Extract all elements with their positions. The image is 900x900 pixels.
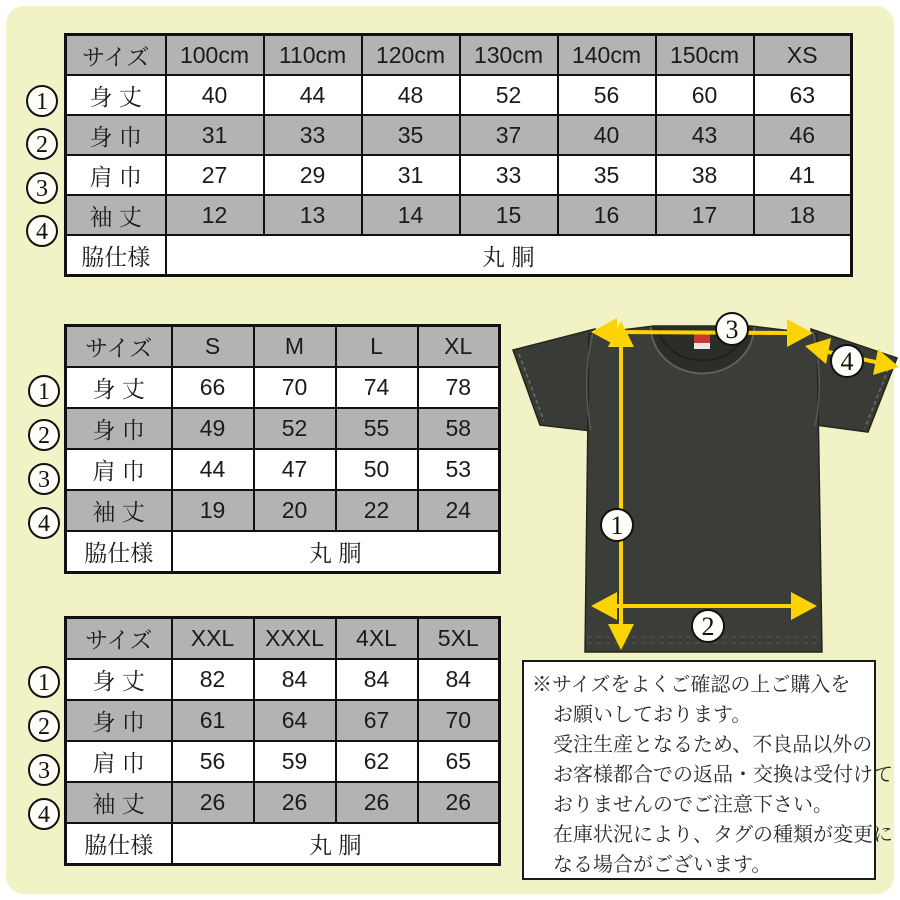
plus-size-table bbox=[64, 616, 501, 866]
size-cell: 26 bbox=[254, 782, 336, 823]
side-spec-cell: 丸 胴 bbox=[166, 235, 852, 276]
row-label: 袖 丈 bbox=[66, 490, 172, 531]
header-cell: サイズ bbox=[66, 35, 166, 76]
table-row bbox=[66, 155, 852, 195]
marker-3-badge: 3 bbox=[26, 172, 58, 204]
header-cell: 4XL bbox=[336, 618, 418, 660]
size-cell: 50 bbox=[336, 449, 418, 490]
table-row bbox=[66, 700, 500, 741]
diagram-marker-4: 4 bbox=[830, 344, 864, 378]
size-cell: 44 bbox=[172, 449, 254, 490]
marker-3-badge: 3 bbox=[28, 463, 60, 495]
header-cell: 130cm bbox=[460, 35, 558, 76]
header-cell: XXXL bbox=[254, 618, 336, 660]
note-line: おりませんのでご注意下さい。 bbox=[553, 794, 833, 816]
table-row bbox=[66, 659, 500, 700]
size-cell: 48 bbox=[362, 75, 460, 115]
size-cell: 41 bbox=[754, 155, 852, 195]
size-cell: 64 bbox=[254, 700, 336, 741]
size-cell: 55 bbox=[336, 408, 418, 449]
table-row bbox=[66, 449, 500, 490]
size-cell: 62 bbox=[336, 741, 418, 782]
side-spec-cell: 丸 胴 bbox=[172, 823, 500, 865]
size-cell: 67 bbox=[336, 700, 418, 741]
header-cell: XL bbox=[418, 326, 500, 368]
size-cell: 35 bbox=[558, 155, 656, 195]
table-row bbox=[66, 782, 500, 823]
header-cell: サイズ bbox=[66, 326, 172, 368]
size-cell: 56 bbox=[172, 741, 254, 782]
size-cell: 37 bbox=[460, 115, 558, 155]
row-label: 身 巾 bbox=[66, 115, 166, 155]
header-cell: 150cm bbox=[656, 35, 754, 76]
size-cell: 84 bbox=[254, 659, 336, 700]
size-cell: 29 bbox=[264, 155, 362, 195]
header-cell: 100cm bbox=[166, 35, 264, 76]
marker-1-badge: 1 bbox=[28, 375, 60, 407]
note-line: ※サイズをよくご確認の上ご購入を bbox=[532, 674, 851, 696]
size-cell: 63 bbox=[754, 75, 852, 115]
row-label: 身 丈 bbox=[66, 75, 166, 115]
marker-1-badge: 1 bbox=[26, 85, 58, 117]
size-cell: 31 bbox=[166, 115, 264, 155]
row-label: 袖 丈 bbox=[66, 782, 172, 823]
kids-size-table bbox=[64, 33, 853, 277]
table-header-row bbox=[66, 618, 500, 660]
size-cell: 70 bbox=[418, 700, 500, 741]
note-line: 受注生産となるため、不良品以外の bbox=[553, 734, 873, 756]
row-label: 袖 丈 bbox=[66, 195, 166, 235]
size-cell: 14 bbox=[362, 195, 460, 235]
diagram-marker-2: 2 bbox=[691, 609, 725, 643]
size-cell: 26 bbox=[418, 782, 500, 823]
header-cell: M bbox=[254, 326, 336, 368]
size-cell: 84 bbox=[336, 659, 418, 700]
size-cell: 66 bbox=[172, 367, 254, 408]
row-label: 脇仕様 bbox=[66, 235, 166, 276]
size-cell: 78 bbox=[418, 367, 500, 408]
table-row bbox=[66, 367, 500, 408]
table-row bbox=[66, 490, 500, 531]
size-cell: 74 bbox=[336, 367, 418, 408]
table-header-row bbox=[66, 326, 500, 368]
row-label: 身 丈 bbox=[66, 367, 172, 408]
size-cell: 52 bbox=[254, 408, 336, 449]
size-cell: 22 bbox=[336, 490, 418, 531]
size-cell: 20 bbox=[254, 490, 336, 531]
tshirt-measurement-diagram bbox=[505, 303, 900, 665]
size-cell: 65 bbox=[418, 741, 500, 782]
row-label: 脇仕様 bbox=[66, 531, 172, 573]
table-row bbox=[66, 75, 852, 115]
row-label: 身 巾 bbox=[66, 700, 172, 741]
size-cell: 47 bbox=[254, 449, 336, 490]
adult-size-table bbox=[64, 324, 501, 574]
note-line: お客様都合での返品・交換は受付けて bbox=[553, 764, 893, 786]
header-cell: S bbox=[172, 326, 254, 368]
size-cell: 17 bbox=[656, 195, 754, 235]
table-footer-row bbox=[66, 531, 500, 573]
header-cell: サイズ bbox=[66, 618, 172, 660]
size-cell: 82 bbox=[172, 659, 254, 700]
size-cell: 12 bbox=[166, 195, 264, 235]
header-cell: 5XL bbox=[418, 618, 500, 660]
size-cell: 56 bbox=[558, 75, 656, 115]
header-cell: 120cm bbox=[362, 35, 460, 76]
size-cell: 40 bbox=[558, 115, 656, 155]
diagram-marker-1: 1 bbox=[600, 508, 634, 542]
table-header-row bbox=[66, 35, 852, 76]
row-label: 脇仕様 bbox=[66, 823, 172, 865]
size-cell: 43 bbox=[656, 115, 754, 155]
table-row bbox=[66, 408, 500, 449]
size-cell: 59 bbox=[254, 741, 336, 782]
marker-1-badge: 1 bbox=[28, 666, 60, 698]
table-row bbox=[66, 115, 852, 155]
note-line: お願いしております。 bbox=[553, 704, 752, 726]
marker-2-badge: 2 bbox=[28, 419, 60, 451]
size-cell: 13 bbox=[264, 195, 362, 235]
size-cell: 40 bbox=[166, 75, 264, 115]
size-cell: 18 bbox=[754, 195, 852, 235]
header-cell: XS bbox=[754, 35, 852, 76]
table-row bbox=[66, 195, 852, 235]
size-cell: 58 bbox=[418, 408, 500, 449]
header-cell: 110cm bbox=[264, 35, 362, 76]
size-cell: 70 bbox=[254, 367, 336, 408]
size-cell: 24 bbox=[418, 490, 500, 531]
size-cell: 38 bbox=[656, 155, 754, 195]
note-line: 在庫状況により、タグの種類が変更に bbox=[553, 824, 893, 846]
size-cell: 26 bbox=[336, 782, 418, 823]
size-cell: 46 bbox=[754, 115, 852, 155]
row-label: 身 丈 bbox=[66, 659, 172, 700]
row-label: 肩 巾 bbox=[66, 741, 172, 782]
collar-brand-tag bbox=[694, 332, 710, 349]
size-cell: 33 bbox=[460, 155, 558, 195]
marker-4-badge: 4 bbox=[28, 798, 60, 830]
marker-4-badge: 4 bbox=[26, 215, 58, 247]
note-line: なる場合がございます。 bbox=[553, 854, 772, 876]
size-cell: 61 bbox=[172, 700, 254, 741]
marker-2-badge: 2 bbox=[28, 710, 60, 742]
size-cell: 60 bbox=[656, 75, 754, 115]
size-cell: 44 bbox=[264, 75, 362, 115]
marker-2-badge: 2 bbox=[26, 128, 58, 160]
side-spec-cell: 丸 胴 bbox=[172, 531, 500, 573]
header-cell: 140cm bbox=[558, 35, 656, 76]
size-cell: 53 bbox=[418, 449, 500, 490]
size-cell: 15 bbox=[460, 195, 558, 235]
size-cell: 49 bbox=[172, 408, 254, 449]
table-row bbox=[66, 741, 500, 782]
size-cell: 19 bbox=[172, 490, 254, 531]
diagram-marker-3: 3 bbox=[715, 312, 749, 346]
size-cell: 33 bbox=[264, 115, 362, 155]
row-label: 身 巾 bbox=[66, 408, 172, 449]
table-footer-row bbox=[66, 235, 852, 276]
size-cell: 26 bbox=[172, 782, 254, 823]
size-cell: 84 bbox=[418, 659, 500, 700]
table-footer-row bbox=[66, 823, 500, 865]
header-cell: L bbox=[336, 326, 418, 368]
size-cell: 16 bbox=[558, 195, 656, 235]
size-cell: 31 bbox=[362, 155, 460, 195]
marker-3-badge: 3 bbox=[28, 754, 60, 786]
row-label: 肩 巾 bbox=[66, 449, 172, 490]
size-cell: 27 bbox=[166, 155, 264, 195]
purchase-note-box bbox=[522, 660, 893, 880]
size-cell: 52 bbox=[460, 75, 558, 115]
size-cell: 35 bbox=[362, 115, 460, 155]
marker-4-badge: 4 bbox=[28, 507, 60, 539]
row-label: 肩 巾 bbox=[66, 155, 166, 195]
header-cell: XXL bbox=[172, 618, 254, 660]
